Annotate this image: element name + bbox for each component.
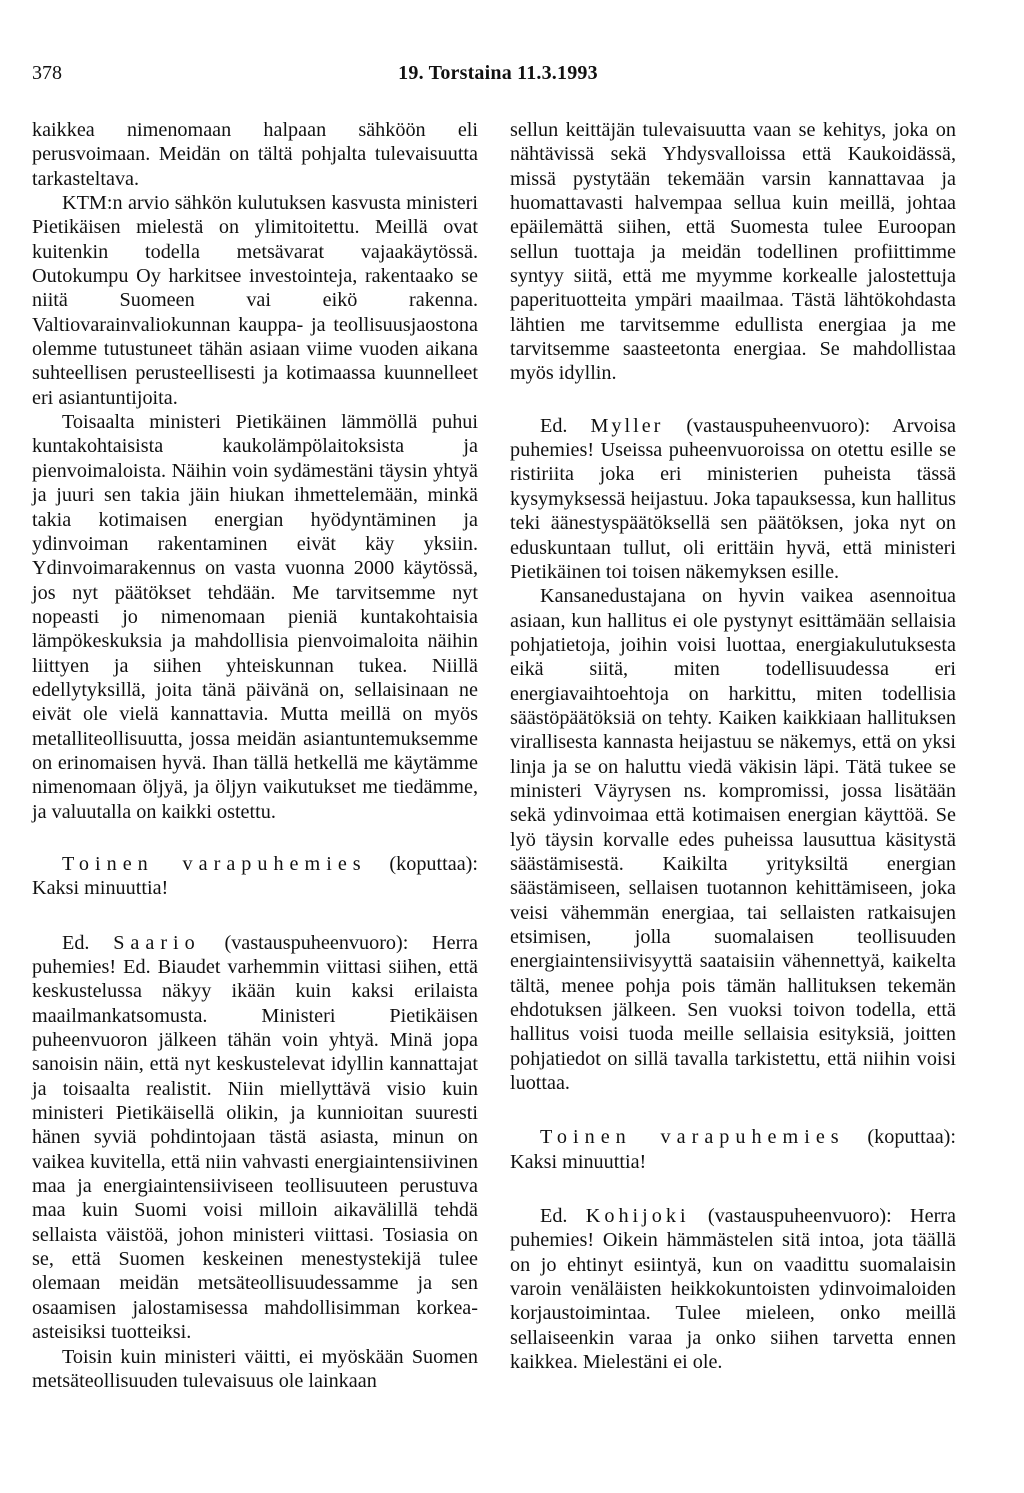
page-header <box>32 62 992 88</box>
page-number: 378 <box>32 62 62 84</box>
speaker-prefix: Ed. <box>540 414 591 437</box>
paragraph-text: (koputtaa): Kaksi minuuttia! <box>32 852 478 900</box>
paragraph-text: Toisin kuin ministeri väitti, ei myöskään Suomen metsäteollisuuden tulevaisuus ole lainkaan <box>32 1345 478 1392</box>
paragraph-text: (vastauspuheenvuoro): Herra puhemies! Ed. Biaudet varhemmin viittasi siihen, että keskustelussa näkyy ikään kuin kaksi erilaista maailmankatsomusta. Ministeri Pietikäisen puheenvuoron jälkeen tähän voin yhtyä. Minä jopa sanoisin näin, että nyt keskustelevat idyllin kannattajat ja toisaalta realistit. Niin miellyttävä visio kuin ministeri Pietikäisellä olikin, ja kunnioitan suuresti hänen syviä pohdintojaan tästä asiasta, minun on vaikea kuvitella, että niin vahvasti energiaintensiivinen maa ja energiaintensiiviseen teollisuuteen perustuva maa kuin Suomi voisi milloin aikavälillä tehdä sellaista väistöä, johon ministeri viittasi. Tosiasia on se, että Suomen keskeinen menestystekijä tulee olemaan meidän metsäteollisuudessamme ja sen osaamisen jalostamisessa mahdollisimman korkea-asteisiksi tuotteiksi. <box>32 931 478 1344</box>
paragraph-text: Kansanedustajana on hyvin vaikea asennoitua asiaan, kun hallitus ei ole pystynyt esittämään sellaisia pohjatietoja, joihin voisi luottaa, energiakulutuksesta eikä siitä, miten todellisuudessa eri energiavaihtoehtoja on harkittu, miten todellisia säästöpäätöksiä on tehty. Kaiken kaikkiaan hallituksen virallisesta kannasta heijastuu se näkemys, että on yksi linja ja se on haluttu viedä väkisin läpi. Tätä tukee se ministeri Väyrysen ns. kompromissi, jossa lisätään sekä ydinvoimaa että kotimaisen energian käyttöä. Se lyö täysin korvalle edes puheissa lausuttua käsitystä säästämisestä. Kaikilta yrityksiltä energian säästämiseen, sellaisen tuotannon kehittämiseen, joka veisi vähemmän energiaa, tai sellaisten ratkaisujen etsimisen, jolla suomalaisen teollisuuden energiaintensiivisyyttä saataisiin vähennettyä, kaikelta tältä, menee pohja pois tämän hallituksen tekemän ehdotuksen jälkeen. Sen vuoksi toivon todella, että hallitus voisi tuoda meille sellaisia esityksiä, joitten pohjatiedot on sillä tavalla tarkistettu, että niihin voisi luottaa. <box>510 585 956 1095</box>
paragraph-text: KTM:n arvio sähkön kulutuksen kasvusta ministeri Pietikäisen mielestä on ylimitoitettu. Meillä ovat kuitenkin todella metsävarat vajaakäytössä. Outokumpu Oy harkitsee investointeja, rakentaako se niitä Suomeen vai eikö rakenna. Valtiovarainvaliokunnan kauppa- ja teollisuusjaostona olemme tutustuneet tähän asiaan viime vuoden aikana suhteellisen perusteellisesti ja kotimaassa kuunnelleet eri asiantuntijoita. <box>32 192 478 409</box>
speaker-name: Toinen varapuhemies <box>540 1126 845 1149</box>
right-column <box>510 118 956 1375</box>
speaker-name: Toinen varapuhemies <box>62 852 367 875</box>
paragraph-text: (vastauspuheenvuoro): Herra puhemies! Oikein hämmästelen sitä intoa, jota täällä on jo ehtinyt esiintyä, kun on vaadittu suomalaisin varoin venäläisten heikkokuntoisten ydinvoimaloiden korjaustoimintaa. Tulee mieleen, onko meillä sellaiseenkin varaa ja onko siihen tarvetta ennen kaikkea. Mielestäni ei ole. <box>510 1205 956 1374</box>
chair-remark <box>32 852 478 901</box>
speech <box>32 931 478 1345</box>
paragraph-text: (vastauspuheenvuoro): Arvoisa puhemies! Useissa puheenvuoroissa on otettu esille se ristiriita joka eri ministerien puheista tässä kysymyksessä heijastuu. Joka tapauksessa, kun hallitus teki äänestyspäätöksellä sen päätöksen, joka nyt on eduskuntaan tullut, oli erittäin hyvä, että ministeri Pietikäinen toi toisen näkemyksen esille. <box>510 414 956 583</box>
speaker-prefix: Ed. <box>540 1205 586 1228</box>
paragraph-text: Toisaalta ministeri Pietikäinen lämmöllä puhui kuntakohtaisista kaukolämpölaitoksista ja pienvoimaloista. Näihin voin sydämestäni täysin yhtyä ja juuri sen takia jäin hiukan ihmettelemään, minkä takia kotimaisen energian hyödyntäminen ja ydinvoiman rakentaminen eivät käy yksiin. Ydinvoimarakennus on vasta vuonna 2000 käytössä, jos nyt päätökset tehdään. Me tarvitsemme nyt nopeasti jo nimenomaan pieniä kuntakohtaisia lämpökeskuksia ja mahdollisia pienvoimaloita näihin liittyen ja siihen yhteiskunnan tukea. Niillä edellytyksillä, joita tänä päivänä on, sellaisinaan ne eivät ole vielä kannattavia. Mutta meillä on myös metalliteollisuutta, jossa meidän asiantuntemuksemme on erinomaisen hyvä. Ihan tällä hetkellä me käytämme nimenomaan öljyä, ja öljyn vaikutukset me tiedämme, ja valuutalla on kaikki ostettu. <box>32 411 478 823</box>
paragraph <box>510 584 956 1095</box>
speaker-prefix: Ed. <box>62 931 114 954</box>
paragraph-text: kaikkea nimenomaan halpaan sähköön eli perusvoimaan. Meidän on tältä pohjalta tulevaisuutta tarkasteltava. <box>32 119 478 190</box>
paragraph-text: (koputtaa): Kaksi minuuttia! <box>510 1126 956 1173</box>
paragraph <box>32 191 478 410</box>
running-head: 19. Torstaina 11.3.1993 <box>398 62 598 84</box>
paragraph <box>32 1345 478 1394</box>
left-column <box>32 118 478 1393</box>
speech <box>510 1204 956 1374</box>
paragraph <box>510 118 956 386</box>
paragraph <box>32 410 478 824</box>
paragraph-text: sellun keittäjän tulevaisuutta vaan se kehitys, joka on nähtävissä sekä Yhdysvalloissa että Kaukoidässä, missä pystytään tekemään varsin kannattavaa ja huomattavasti halvempaa sellua kuin meillä, johtaa epäilemättä siihen, että Suomesta tulee Euroopan sellun tuottaja ja meidän todellinen profiittimme syntyy siitä, että me myymme korkealle jalostettuja paperituotteita ympäri maailmaa. Tästä lähtökohdasta lähtien me tarvitsemme edullista energiaa ja me tarvitsemme saasteetonta energiaa. Se mahdollistaa myös idyllin. <box>510 119 956 385</box>
chair-remark <box>510 1125 956 1174</box>
speaker-name: Kohijoki <box>585 1205 690 1228</box>
paragraph <box>32 118 478 191</box>
speaker-name: Saario <box>113 931 201 954</box>
speech <box>510 414 956 584</box>
speaker-name: Myller <box>590 414 664 437</box>
